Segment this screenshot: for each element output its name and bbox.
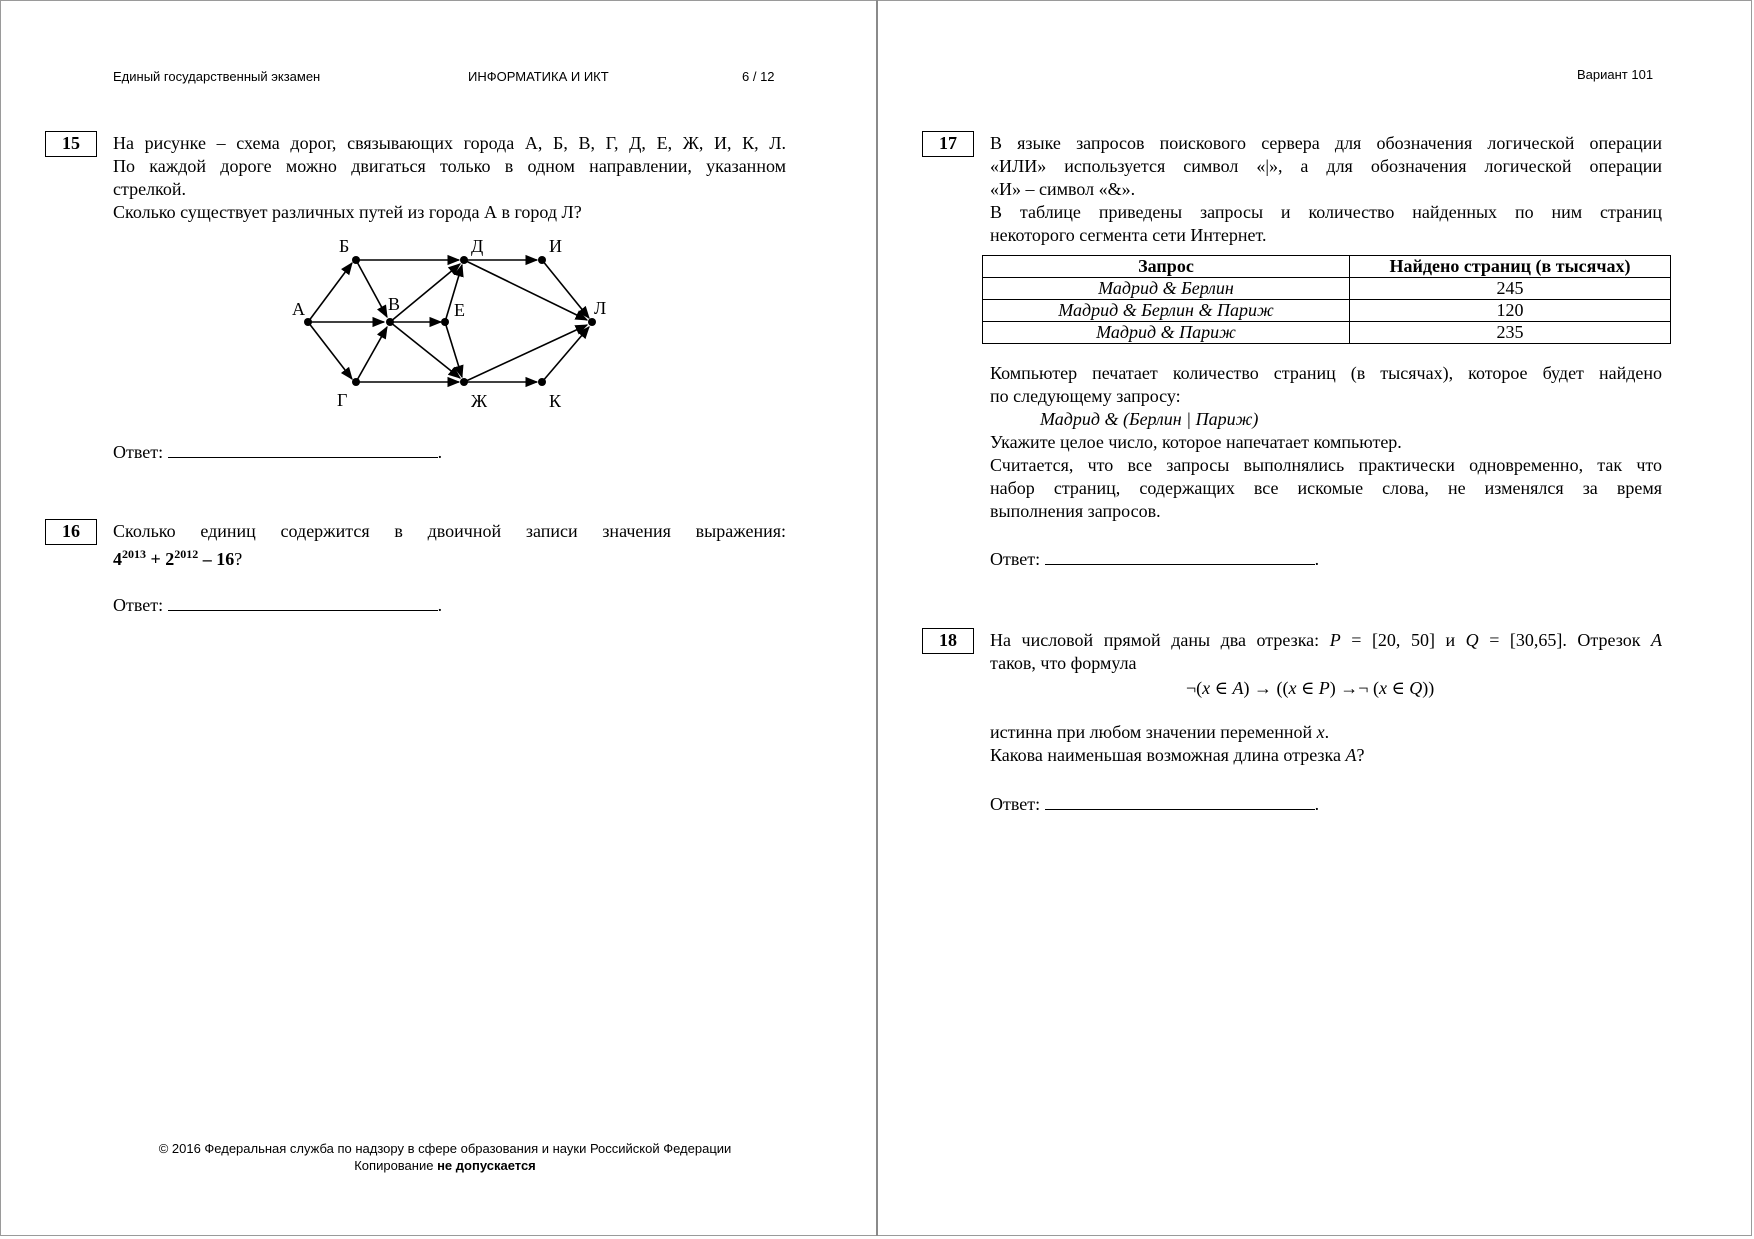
- label-v: В: [388, 294, 401, 314]
- query-table-header: [983, 256, 1671, 278]
- node-l: [588, 318, 596, 326]
- expr-minus: – 16: [198, 549, 235, 569]
- f-part: ) →¬ (: [1329, 678, 1379, 698]
- table-row: [983, 278, 1671, 300]
- t18-l4-part2: ?: [1356, 745, 1365, 765]
- edge-g-v: [356, 327, 387, 382]
- t18-l3-part2: .: [1324, 722, 1330, 742]
- edge-v-d: [390, 264, 460, 322]
- t18-l1-part3: = [30,65]. Отрезок: [1478, 630, 1651, 650]
- footer-copyright: © 2016 Федеральная служба по надзору в сфере образования и науки Российской Федерации: [158, 1141, 732, 1156]
- f-var: x: [1202, 678, 1211, 698]
- task-15-line-2: По каждой дороге можно двигаться только в одном направлении, указанном: [113, 156, 786, 176]
- expr-base-1: 4: [113, 549, 122, 569]
- edge-b-v: [356, 260, 387, 317]
- header-subject: ИНФОРМАТИКА И ИКТ: [468, 69, 609, 84]
- count-cell: 245: [1350, 278, 1671, 300]
- task-18-answer: Ответ: .: [990, 794, 1320, 814]
- expr-base-2: 2: [165, 549, 175, 569]
- header-count: Найдено страниц (в тысячах): [1350, 256, 1671, 278]
- task-17-line-2: «ИЛИ» используется символ «|», а для обозначения логической операции: [990, 156, 1662, 176]
- footer: [110, 1140, 780, 1174]
- f-part: )): [1422, 678, 1435, 698]
- edge-a-b: [308, 263, 352, 322]
- edge-zh-l: [464, 325, 587, 382]
- task-17-note-line-3: выполнения запросов.: [990, 501, 1161, 521]
- node-b: [352, 256, 360, 264]
- edge-d-l: [464, 260, 587, 320]
- road-graph: [280, 232, 620, 417]
- table-row: [983, 322, 1671, 344]
- query-cell: Мадрид & Берлин & Париж: [983, 300, 1350, 322]
- t18-var-p: P: [1329, 630, 1341, 650]
- t18-var-a2: A: [1345, 745, 1357, 765]
- label-g: Г: [337, 390, 348, 410]
- t18-var-x: x: [1316, 722, 1325, 742]
- label-d: Д: [471, 236, 484, 256]
- task-17-text: [990, 132, 1662, 247]
- label-zh: Ж: [471, 391, 488, 411]
- task-18-line-3: [990, 721, 1662, 744]
- f-part: ) → ((: [1243, 678, 1289, 698]
- f-part: ∈: [1210, 678, 1233, 698]
- f-part: ∈: [1386, 678, 1410, 698]
- label-i: И: [549, 236, 562, 256]
- f-part: ∈: [1296, 678, 1319, 698]
- expr-plus: +: [146, 549, 166, 569]
- task-17-number: 17: [922, 131, 974, 157]
- node-i: [538, 256, 546, 264]
- count-cell: 235: [1350, 322, 1671, 344]
- task-15-question: Сколько существует различных путей из города А в город Л?: [113, 202, 582, 222]
- expr-exp-2: 2012: [174, 547, 199, 561]
- header-variant: Вариант 101: [1577, 67, 1654, 82]
- query-cell: Мадрид & Париж: [983, 322, 1350, 344]
- f-var: Q: [1409, 678, 1423, 698]
- label-e: Е: [454, 300, 465, 320]
- task-17-answer-label: Ответ:: [990, 549, 1041, 569]
- task-15-text: [113, 132, 786, 224]
- task-15-answer-label: Ответ:: [113, 442, 164, 462]
- count-cell: 120: [1350, 300, 1671, 322]
- expr-exp-1: 2013: [122, 547, 146, 561]
- task-18-line-2: таков, что формула: [990, 653, 1137, 673]
- label-b: Б: [339, 236, 350, 256]
- task-15-answer: Ответ: .: [113, 442, 443, 462]
- f-part: ¬(: [1186, 678, 1203, 698]
- t18-var-a: A: [1651, 630, 1662, 650]
- task-16-text: [113, 520, 786, 571]
- label-k: К: [549, 391, 562, 411]
- node-zh: [460, 378, 468, 386]
- task-17-after-text: [990, 362, 1662, 523]
- task-15-line-1: На рисунке – схема дорог, связывающих города А, Б, В, Г, Д, Е, Ж, И, К, Л.: [113, 133, 786, 153]
- task-18-text: [990, 629, 1662, 767]
- t18-l3-part1: истинна при любом значении переменной: [990, 722, 1317, 742]
- node-g: [352, 378, 360, 386]
- task-18-spacer: [990, 700, 1662, 721]
- task-17-after-line-2: по следующему запросу:: [990, 386, 1181, 406]
- task-16-answer: Ответ: .: [113, 595, 443, 615]
- header-exam-title: Единый государственный экзамен: [113, 69, 321, 84]
- task-17-line-5: некоторого сегмента сети Интернет.: [990, 225, 1267, 245]
- task-16-expression: [113, 543, 786, 571]
- task-17-line-4: В таблице приведены запросы и количество найденных по ним страниц: [990, 202, 1662, 222]
- expr-question-mark: ?: [234, 549, 243, 569]
- task-15-line-3: стрелкой.: [113, 179, 187, 199]
- t18-l1-part1: На числовой прямой даны два отрезка:: [990, 630, 1330, 650]
- task-18-answer-label: Ответ:: [990, 794, 1041, 814]
- node-a: [304, 318, 312, 326]
- task-15-number: 15: [45, 131, 97, 157]
- node-e: [441, 318, 449, 326]
- page-divider: [876, 0, 878, 1236]
- task-17-note-line-1: Считается, что все запросы выполнялись практически одновременно, так что: [990, 455, 1662, 475]
- t18-l4-part1: Какова наименьшая возможная длина отрезка: [990, 745, 1346, 765]
- task-16-line-1: Сколько единиц содержится в двоичной записи значения выражения:: [113, 521, 786, 541]
- header-page-number: 6 / 12: [742, 69, 775, 84]
- task-17-instruction: Укажите целое число, которое напечатает компьютер.: [990, 432, 1402, 452]
- footer-copy-prefix: Копирование: [354, 1158, 438, 1173]
- f-var: x: [1288, 678, 1297, 698]
- edge-v-zh: [390, 322, 460, 378]
- task-17-query: Мадрид & (Берлин | Париж): [1040, 409, 1259, 429]
- task-16-answer-line[interactable]: [168, 594, 438, 611]
- edge-a-g: [308, 322, 352, 379]
- footer-copy-notice: [110, 1157, 780, 1174]
- task-18-formula: [990, 677, 1662, 700]
- label-a: А: [292, 299, 305, 319]
- t18-var-q: Q: [1465, 630, 1479, 650]
- node-v: [386, 318, 394, 326]
- task-18-line-4: [990, 744, 1662, 767]
- footer-copy-bold: не допускается: [437, 1158, 536, 1173]
- task-18-answer-line[interactable]: [1045, 793, 1315, 810]
- task-17-answer: Ответ: .: [990, 549, 1320, 569]
- task-17-line-1: В языке запросов поискового сервера для обозначения логической операции: [990, 133, 1662, 153]
- query-table: [982, 255, 1671, 344]
- task-17-line-3: «И» – символ «&».: [990, 179, 1136, 199]
- f-var: A: [1232, 678, 1244, 698]
- task-17-after-line-1: Компьютер печатает количество страниц (в тысячах), которое будет найдено: [990, 363, 1662, 383]
- f-var: P: [1318, 678, 1330, 698]
- table-row: [983, 300, 1671, 322]
- t18-l1-part2: = [20, 50] и: [1340, 630, 1466, 650]
- node-k: [538, 378, 546, 386]
- task-16-answer-label: Ответ:: [113, 595, 164, 615]
- label-l: Л: [594, 298, 607, 318]
- task-17-note-line-2: набор страниц, содержащих все искомые слова, не изменялся за время: [990, 478, 1662, 498]
- task-16-number: 16: [45, 519, 97, 545]
- task-15-answer-line[interactable]: [168, 441, 438, 458]
- task-18-line-1: [990, 629, 1662, 652]
- node-d: [460, 256, 468, 264]
- task-18-number: 18: [922, 628, 974, 654]
- query-cell: Мадрид & Берлин: [983, 278, 1350, 300]
- f-var: x: [1378, 678, 1387, 698]
- task-17-answer-line[interactable]: [1045, 548, 1315, 565]
- header-query: Запрос: [983, 256, 1350, 278]
